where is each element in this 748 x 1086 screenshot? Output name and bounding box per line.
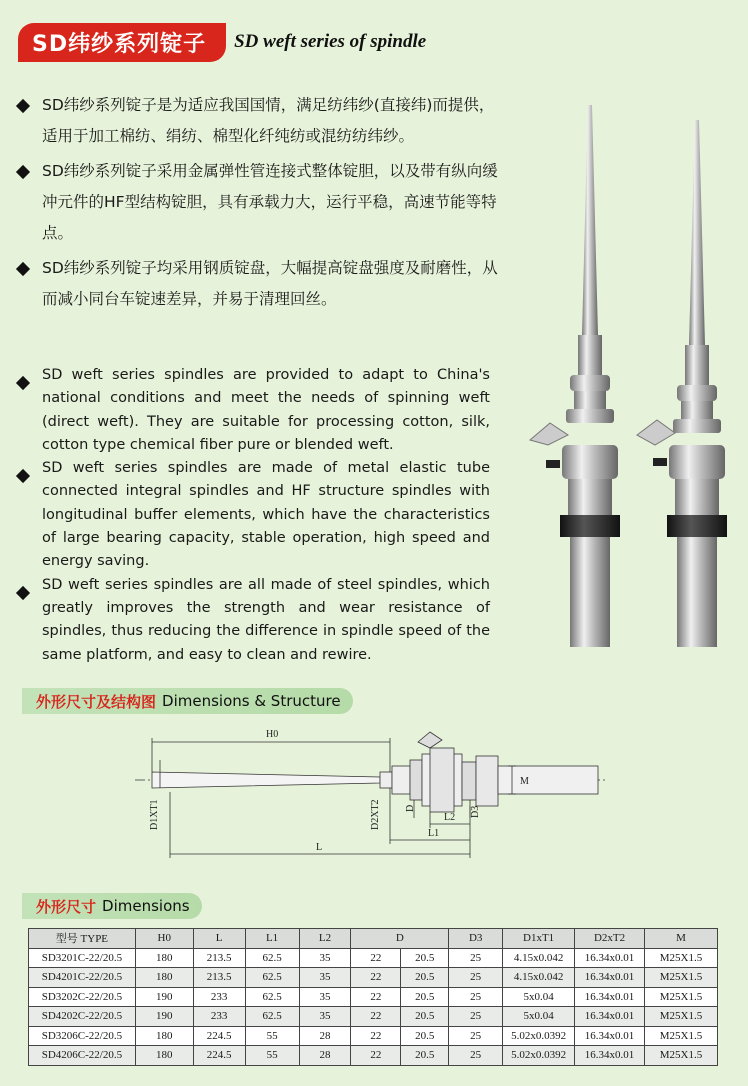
- table-cell: 4.15x0.042: [503, 948, 575, 968]
- table-cell: SD3202C-22/20.5: [29, 987, 136, 1007]
- table-cell: 16.34x0.01: [575, 1026, 645, 1046]
- table-cell: SD4201C-22/20.5: [29, 968, 136, 988]
- table-cell: SD3206C-22/20.5: [29, 1026, 136, 1046]
- table-header: D2xT2: [575, 929, 645, 949]
- table-cell: M25X1.5: [645, 987, 718, 1007]
- table-cell: 62.5: [245, 1007, 299, 1027]
- table-cell: 35: [299, 948, 351, 968]
- table-cell: M25X1.5: [645, 1026, 718, 1046]
- title-cn: SD纬纱系列锭子: [18, 23, 226, 62]
- page-header: [18, 24, 426, 60]
- title-en: SD weft series of spindle: [234, 31, 427, 52]
- table-cell: 28: [299, 1026, 351, 1046]
- label-d1t1: D1XT1: [149, 799, 160, 830]
- dimensions-table: [28, 928, 718, 1066]
- diamond-bullet-icon: [16, 376, 30, 390]
- table-cell: 28: [299, 1046, 351, 1066]
- table-cell: 35: [299, 987, 351, 1007]
- table-cell: 25: [449, 1026, 503, 1046]
- table-cell: 16.34x0.01: [575, 987, 645, 1007]
- table-cell: 224.5: [193, 1046, 245, 1066]
- diamond-bullet-icon: [16, 99, 30, 113]
- table-header: D3: [449, 929, 503, 949]
- table-cell: 35: [299, 1007, 351, 1027]
- table-cell: 213.5: [193, 948, 245, 968]
- table-header: L: [193, 929, 245, 949]
- en-bullet-list: [18, 364, 490, 667]
- table-cell: M25X1.5: [645, 1007, 718, 1027]
- table-cell: 22: [351, 1046, 401, 1066]
- table-row: [29, 1007, 718, 1027]
- table-cell: 20.5: [401, 1046, 449, 1066]
- table-cell: 4.15x0.042: [503, 968, 575, 988]
- table-cell: 20.5: [401, 968, 449, 988]
- structure-drawing: [130, 722, 620, 872]
- table-cell: 25: [449, 987, 503, 1007]
- en-bullet: SD weft series spindles are provided to adapt to China's national conditions and meet the needs of spinning weft (direct weft). They are suitable for processing cotton, silk, cotton type chemical fiber pure or blended weft.: [18, 364, 490, 457]
- table-cell: M25X1.5: [645, 948, 718, 968]
- table-cell: M25X1.5: [645, 968, 718, 988]
- table-cell: 5.02x0.0392: [503, 1026, 575, 1046]
- table-header: H0: [135, 929, 193, 949]
- table-row: [29, 987, 718, 1007]
- label-d: D: [405, 804, 416, 812]
- en-bullet: SD weft series spindles are all made of steel spindles, which greatly improves the strength and wear resistance of spindles, thus reducing the difference in spindle speed of the same platform, and easy to clean and rewire.: [18, 574, 490, 667]
- table-cell: 22: [351, 968, 401, 988]
- table-cell: 180: [135, 1026, 193, 1046]
- cn-bullet: SD纬纱系列锭子是为适应我国国情，满足纺纬纱(直接纬)而提供，适用于加工棉纺、绢纺、棉型化纤纯纺或混纺纺纬纱。: [18, 90, 498, 152]
- dimensions-section-heading: 外形尺寸 Dimensions: [22, 893, 202, 919]
- table-cell: 25: [449, 1007, 503, 1027]
- table-cell: 16.34x0.01: [575, 1046, 645, 1066]
- label-d3: D3: [470, 805, 481, 818]
- table-cell: 233: [193, 987, 245, 1007]
- table-row: [29, 1026, 718, 1046]
- table-header: D1xT1: [503, 929, 575, 949]
- table-cell: 16.34x0.01: [575, 968, 645, 988]
- table-row: [29, 948, 718, 968]
- table-cell: 5.02x0.0392: [503, 1046, 575, 1066]
- table-cell: 180: [135, 948, 193, 968]
- table-cell: 180: [135, 1046, 193, 1066]
- cn-bullet: SD纬纱系列锭子采用金属弹性管连接式整体锭胆，以及带有纵向缓冲元件的HF型结构锭胆，具有承载力大，运行平稳，高速节能等特点。: [18, 156, 498, 249]
- table-cell: SD3201C-22/20.5: [29, 948, 136, 968]
- table-cell: 22: [351, 1026, 401, 1046]
- diamond-bullet-icon: [16, 586, 30, 600]
- table-cell: SD4206C-22/20.5: [29, 1046, 136, 1066]
- table-cell: 16.34x0.01: [575, 948, 645, 968]
- table-header: 型号 TYPE: [29, 929, 136, 949]
- table-cell: 233: [193, 1007, 245, 1027]
- table-cell: SD4202C-22/20.5: [29, 1007, 136, 1027]
- table-cell: 190: [135, 987, 193, 1007]
- cn-bullet-list: [18, 90, 498, 315]
- spindle-right: [637, 120, 727, 647]
- table-row: [29, 968, 718, 988]
- table-cell: 55: [245, 1026, 299, 1046]
- table-cell: 180: [135, 968, 193, 988]
- en-bullet: SD weft series spindles are made of metal elastic tube connected integral spindles and HF structure spindles with longitudinal buffer elements, which have the characteristics of large bearing capacity, stable operation, high speed and energy saving.: [18, 457, 490, 573]
- label-m: M: [520, 776, 529, 787]
- table-cell: 25: [449, 968, 503, 988]
- table-cell: 20.5: [401, 1007, 449, 1027]
- spindle-product-photo: [520, 95, 745, 675]
- table-cell: 62.5: [245, 948, 299, 968]
- diamond-bullet-icon: [16, 262, 30, 276]
- table-cell: 20.5: [401, 1026, 449, 1046]
- table-cell: 20.5: [401, 987, 449, 1007]
- table-cell: M25X1.5: [645, 1046, 718, 1066]
- table-cell: 62.5: [245, 968, 299, 988]
- table-cell: 5x0.04: [503, 1007, 575, 1027]
- table-cell: 35: [299, 968, 351, 988]
- table-header: D: [351, 929, 449, 949]
- table-cell: 20.5: [401, 948, 449, 968]
- label-d2t2: D2XT2: [370, 799, 381, 830]
- table-cell: 190: [135, 1007, 193, 1027]
- table-cell: 25: [449, 948, 503, 968]
- label-l2: L2: [444, 812, 456, 823]
- diamond-bullet-icon: [16, 469, 30, 483]
- table-cell: 22: [351, 1007, 401, 1027]
- table-cell: 25: [449, 1046, 503, 1066]
- table-cell: 5x0.04: [503, 987, 575, 1007]
- table-row: [29, 1046, 718, 1066]
- table-cell: 16.34x0.01: [575, 1007, 645, 1027]
- table-header: L1: [245, 929, 299, 949]
- structure-section-heading: 外形尺寸及结构图 Dimensions & Structure: [22, 688, 353, 714]
- table-cell: 22: [351, 987, 401, 1007]
- label-l: L: [316, 842, 323, 853]
- table-cell: 22: [351, 948, 401, 968]
- label-h0: H0: [266, 729, 279, 740]
- table-cell: 224.5: [193, 1026, 245, 1046]
- table-cell: 213.5: [193, 968, 245, 988]
- spindle-left: [530, 105, 620, 647]
- table-header: M: [645, 929, 718, 949]
- label-l1: L1: [428, 828, 440, 839]
- table-header-row: [29, 929, 718, 949]
- table-header: L2: [299, 929, 351, 949]
- diamond-bullet-icon: [16, 165, 30, 179]
- cn-bullet: SD纬纱系列锭子均采用钢质锭盘，大幅提高锭盘强度及耐磨性，从而减小同台车锭速差异，并易于清理回丝。: [18, 253, 498, 315]
- table-cell: 62.5: [245, 987, 299, 1007]
- table-cell: 55: [245, 1046, 299, 1066]
